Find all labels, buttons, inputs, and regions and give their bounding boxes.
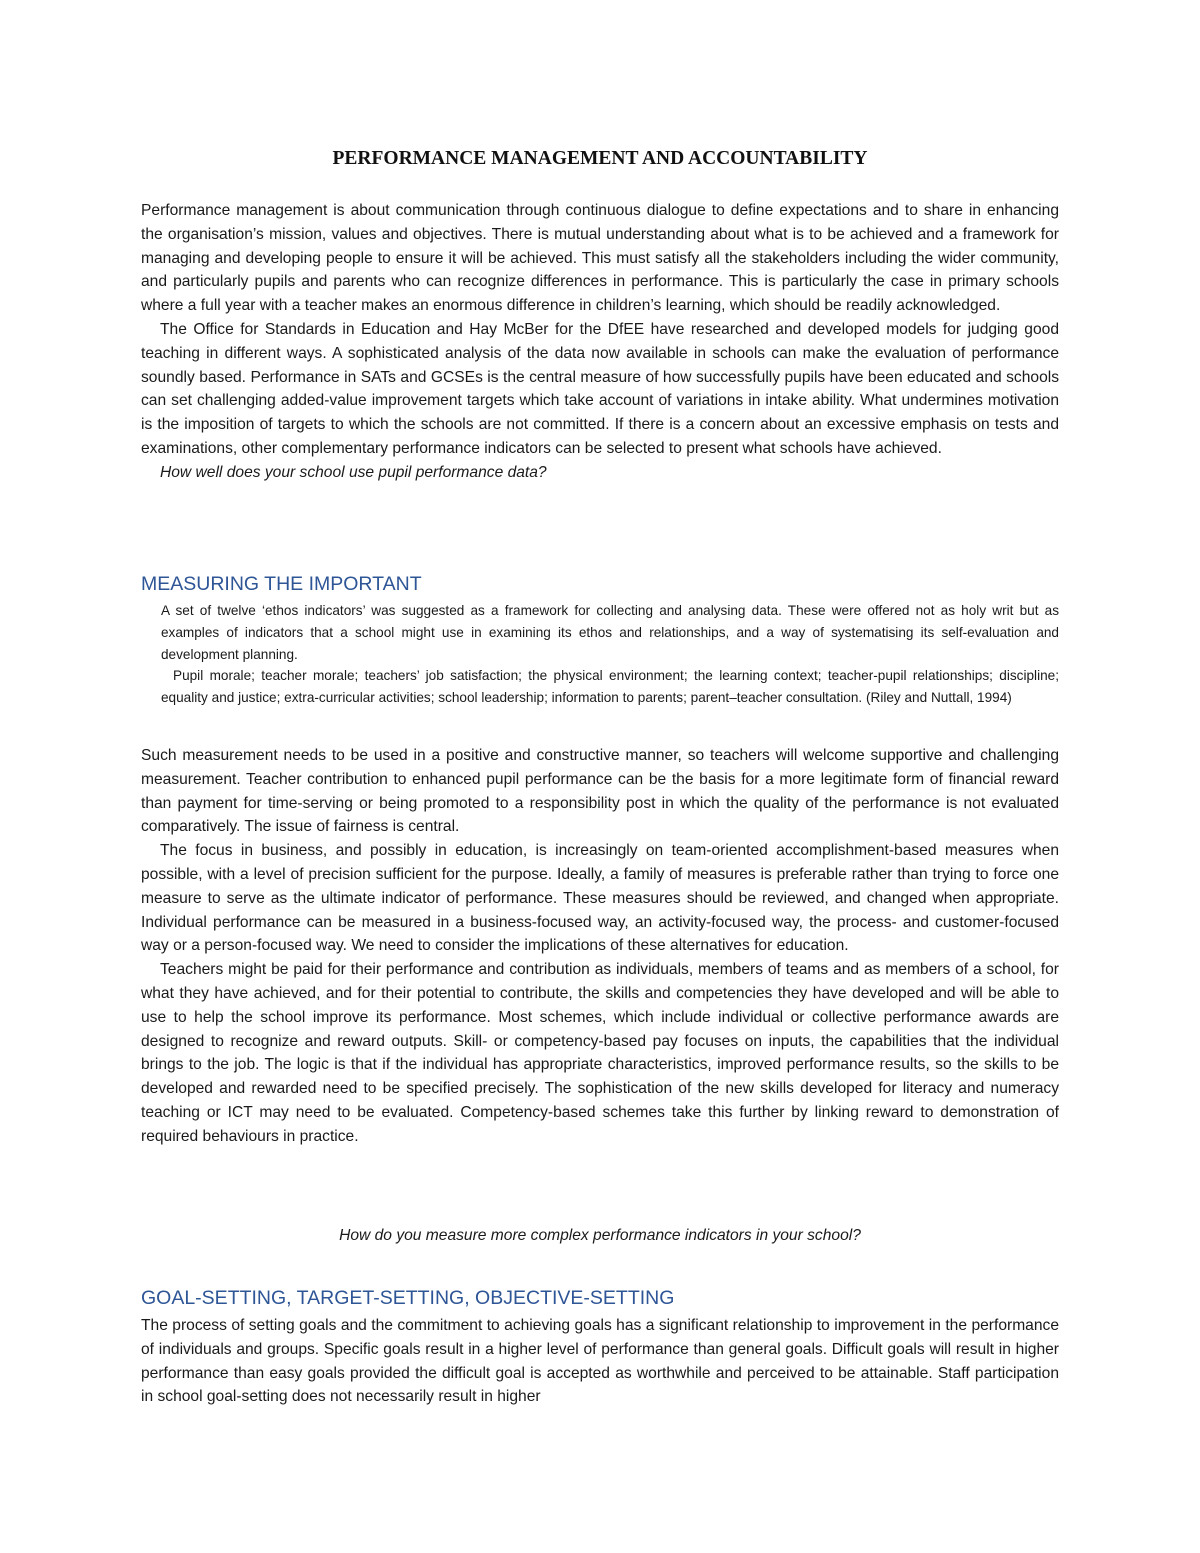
quote-paragraph-2: Pupil morale; teacher morale; teachers’ job satisfaction; the physical environment; the learning context; teacher-pupil relationships; discipline; equality and justice; extra-curricular activities; school leadership; information to parents; parent–teacher consultation. (Riley and Nuttall, 1994)	[161, 668, 1059, 706]
measuring-question-block	[141, 1224, 1059, 1248]
measuring-paragraph-3: Teachers might be paid for their performance and contribution as individuals, members of teams and as members of a school, for what they have achieved, and for their potential to contribute, the skills and competencies they have developed and will be able to use to help the school improve its performance. Most schemes, which include individual or collective performance awards are designed to recognize and reward outputs. Skill- or competency-based pay focuses on inputs, the capabilities that the individual brings to the job. The logic is that if the individual has appropriate characteristics, improved performance results, so the skills to be developed and rewarded need to be specified precisely. The sophistication of the new skills developed for literacy and numeracy teaching or ICT may need to be evaluated. Competency-based schemes take this further by linking reward to demonstration of required behaviours in practice.	[141, 961, 1059, 1145]
measuring-paragraph-1: Such measurement needs to be used in a positive and constructive manner, so teachers will welcome supportive and challenging measurement. Teacher contribution to enhanced pupil performance can be the basis for a more legitimate form of financial reward than payment for time-serving or being promoted to a responsibility post in which the quality of the performance is not evaluated comparatively. The issue of fairness is central.	[141, 747, 1059, 836]
measuring-paragraph-2: The focus in business, and possibly in education, is increasingly on team-oriented accomplishment-based measures when possible, with a level of precision sufficient for the purpose. Ideally, a family of measures is preferable rather than trying to force one measure to serve as the ultimate indicator of performance. These measures should be reviewed, and changed when appropriate. Individual performance can be measured in a business-focused way, an activity-focused way, the process- and customer-focused way or a person-focused way. We need to consider the implications of these alternatives for education.	[141, 842, 1059, 955]
section-heading-goal-setting: GOAL-SETTING, TARGET-SETTING, OBJECTIVE-SETTING	[141, 1287, 675, 1309]
intro-section	[141, 199, 1059, 485]
intro-paragraph-2: The Office for Standards in Education and Hay McBer for the DfEE have researched and developed models for judging good teaching in different ways. A sophisticated analysis of the data now available in schools can make the evaluation of performance soundly based. Performance in SATs and GCSEs is the central measure of how successfully pupils have been educated and schools can set challenging added-value improvement targets which take account of variations in intake ability. What undermines motivation is the imposition of targets to which the schools are not committed. If there is a concern about an excessive emphasis on tests and examinations, other complementary performance indicators can be selected to present what schools have achieved.	[141, 320, 1059, 457]
goal-setting-body	[141, 1314, 1059, 1409]
section-heading-measuring: MEASURING THE IMPORTANT	[141, 573, 422, 595]
quote-paragraph-1: A set of twelve ‘ethos indicators’ was suggested as a framework for collecting and analysing data. These were offered not as holy writ but as examples of indicators that a school might use in examining its ethos and relationships, and a way of systematising its self-evaluation and development planning.	[161, 603, 1059, 662]
measuring-body	[141, 744, 1059, 1149]
document-title: PERFORMANCE MANAGEMENT AND ACCOUNTABILITY	[332, 148, 868, 169]
ethos-indicators-quote	[161, 600, 1059, 709]
goal-setting-paragraph-1: The process of setting goals and the commitment to achieving goals has a significant relationship to improvement in the performance of individuals and groups. Specific goals result in a higher level of performance than general goals. Difficult goals will result in higher performance than easy goals provided the difficult goal is accepted as worthwhile and perceived to be attainable. Staff participation in school goal-setting does not necessarily result in higher	[141, 1317, 1059, 1406]
measuring-question: How do you measure more complex performance indicators in your school?	[339, 1227, 861, 1244]
intro-question: How well does your school use pupil performance data?	[160, 463, 547, 481]
intro-paragraph-1: Performance management is about communication through continuous dialogue to define expectations and to share in enhancing the organisation’s mission, values and objectives. There is mutual understanding about what is to be achieved and a framework for managing and developing people to ensure it will be achieved. This must satisfy all the stakeholders including the wider community, and particularly pupils and parents who can recognize differences in performance. This is particularly the case in primary schools where a full year with a teacher makes an enormous difference in children’s learning, which should be readily acknowledged.	[141, 202, 1059, 315]
